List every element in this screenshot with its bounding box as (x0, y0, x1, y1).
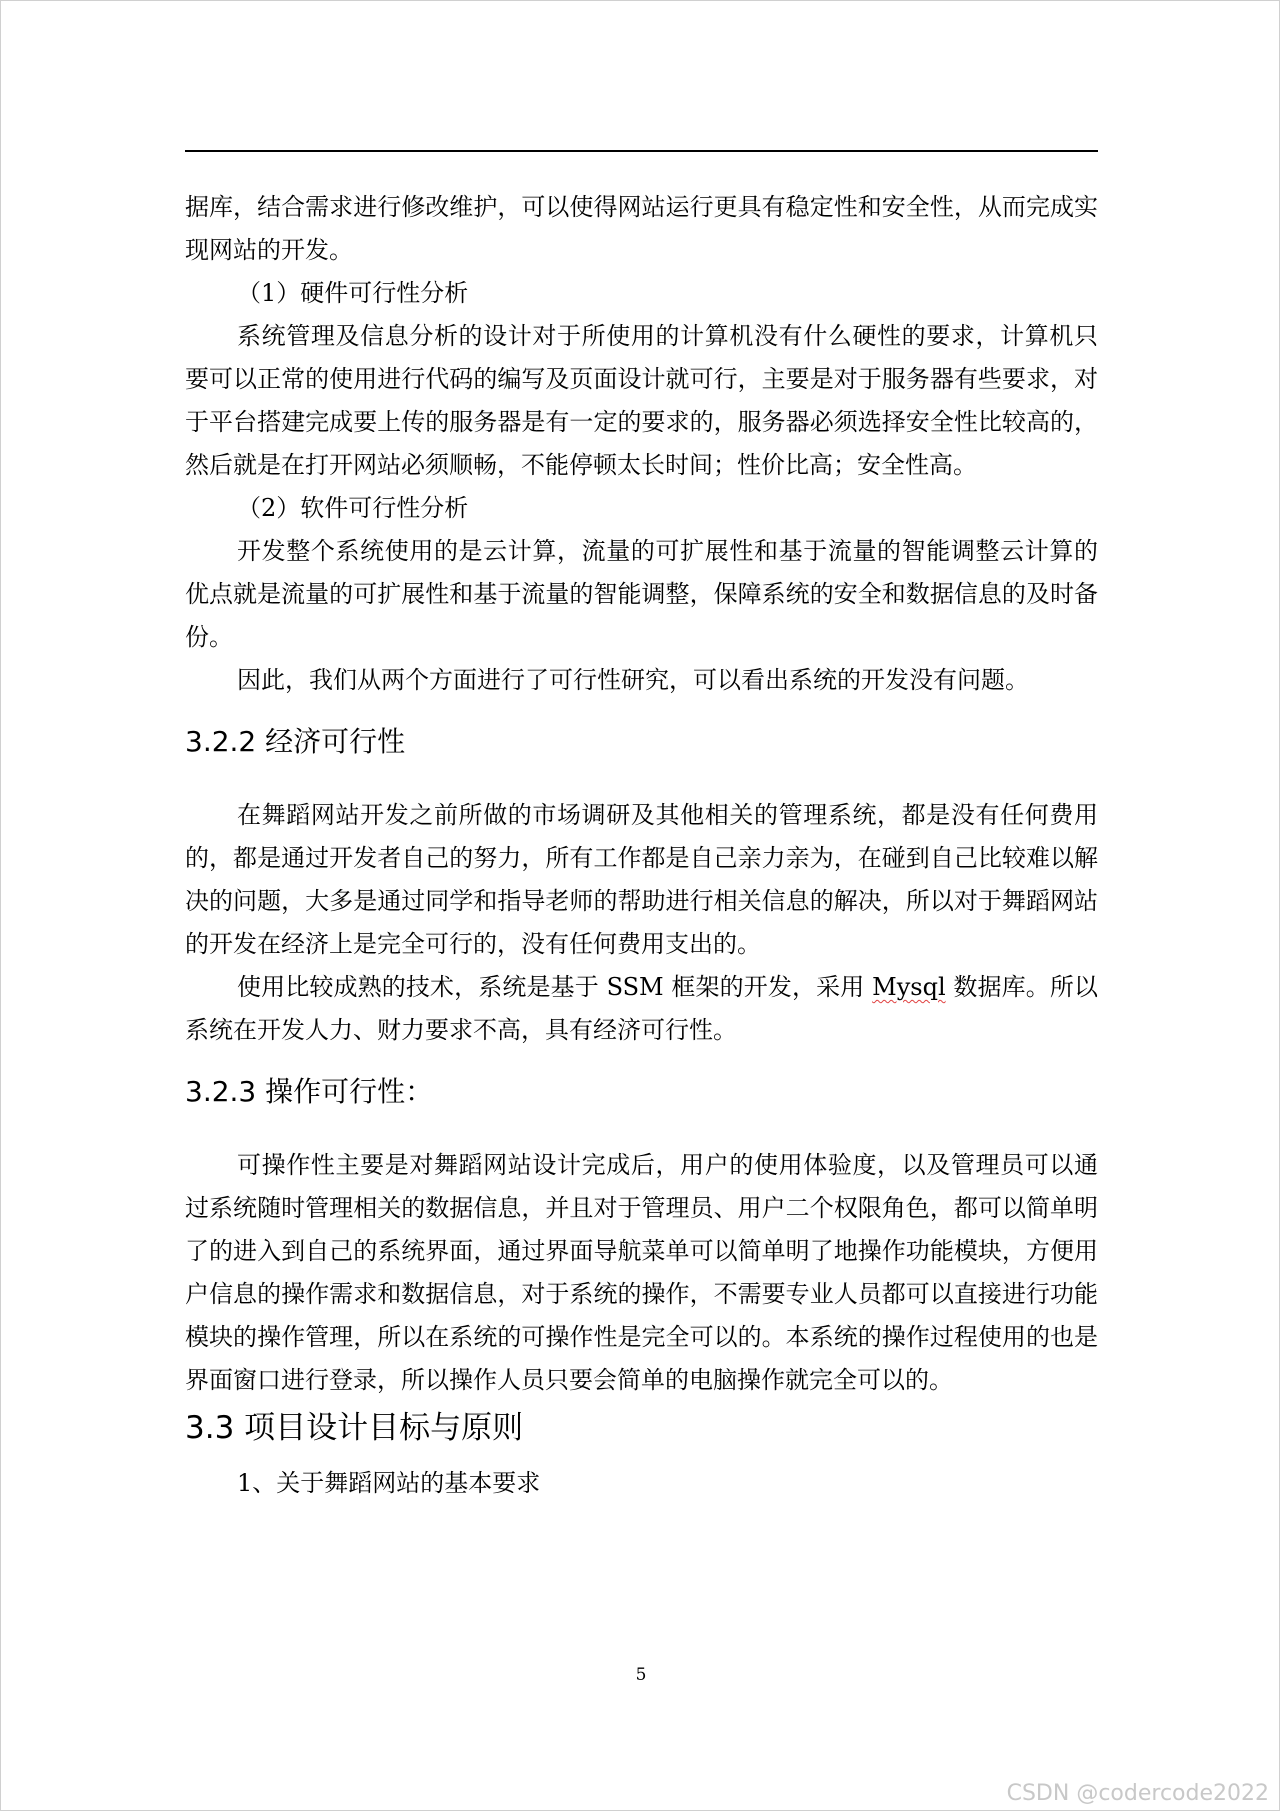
paragraph: 在舞蹈网站开发之前所做的市场调研及其他相关的管理系统，都是没有任何费用的，都是通过开发者自己的努力，所有工作都是自己亲力亲为，在碰到自己比较难以解决的问题，大多是通过同学和指导老师的帮助进行相关信息的解决，所以对于舞蹈网站的开发在经济上是完全可行的，没有任何费用支出的。 (185, 801, 1098, 958)
watermark: CSDN @codercode2022 (1006, 1781, 1269, 1806)
text-run: 使用比较成熟的技术，系统是基于 SSM 框架的开发，采用 (237, 973, 873, 1001)
spellcheck-word-mysql: Mysql (872, 973, 946, 1001)
paragraph: 系统管理及信息分析的设计对于所使用的计算机没有什么硬性的要求，计算机只要可以正常的使用进行代码的编写及页面设计就可行，主要是对于服务器有些要求，对于平台搭建完成要上传的服务器是有一定的要求的，服务器必须选择安全性比较高的，然后就是在打开网站必须顺畅，不能停顿太长时间；性价比高；安全性高。 (185, 322, 1098, 479)
page-content (185, 186, 1098, 1505)
subheading-software: （2）软件可行性分析 (237, 494, 469, 522)
text-run: 数据库。所以系统在开发人力、财力要求不高，具有经济可行性。 (185, 973, 1098, 1044)
paragraph: 因此，我们从两个方面进行了可行性研究，可以看出系统的开发没有问题。 (237, 666, 1029, 694)
section-heading-design-goals: 3.3 项目设计目标与原则 (185, 1410, 524, 1446)
section-heading-economic: 3.2.2 经济可行性 (185, 725, 406, 758)
paragraph (185, 966, 1098, 1052)
paragraph: 可操作性主要是对舞蹈网站设计完成后，用户的使用体验度，以及管理员可以通过系统随时管理相关的数据信息，并且对于管理员、用户二个权限角色，都可以简单明了的进入到自己的系统界面，通过界面导航菜单可以简单明了地操作功能模块，方便用户信息的操作需求和数据信息，对于系统的操作，不需要专业人员都可以直接进行功能模块的操作管理，所以在系统的可操作性是完全可以的。本系统的操作过程使用的也是界面窗口进行登录，所以操作人员只要会简单的电脑操作就完全可以的。 (185, 1151, 1098, 1394)
list-item: 1、关于舞蹈网站的基本要求 (237, 1469, 541, 1497)
subheading-hardware: （1）硬件可行性分析 (237, 279, 469, 307)
page-number: 5 (635, 1665, 647, 1685)
header-rule (185, 150, 1098, 152)
paragraph: 开发整个系统使用的是云计算，流量的可扩展性和基于流量的智能调整云计算的优点就是流量的可扩展性和基于流量的智能调整，保障系统的安全和数据信息的及时备份。 (185, 537, 1098, 651)
section-heading-operational: 3.2.3 操作可行性： (185, 1075, 434, 1108)
paragraph: 据库，结合需求进行修改维护，可以使得网站运行更具有稳定性和安全性，从而完成实现网站的开发。 (185, 193, 1098, 264)
